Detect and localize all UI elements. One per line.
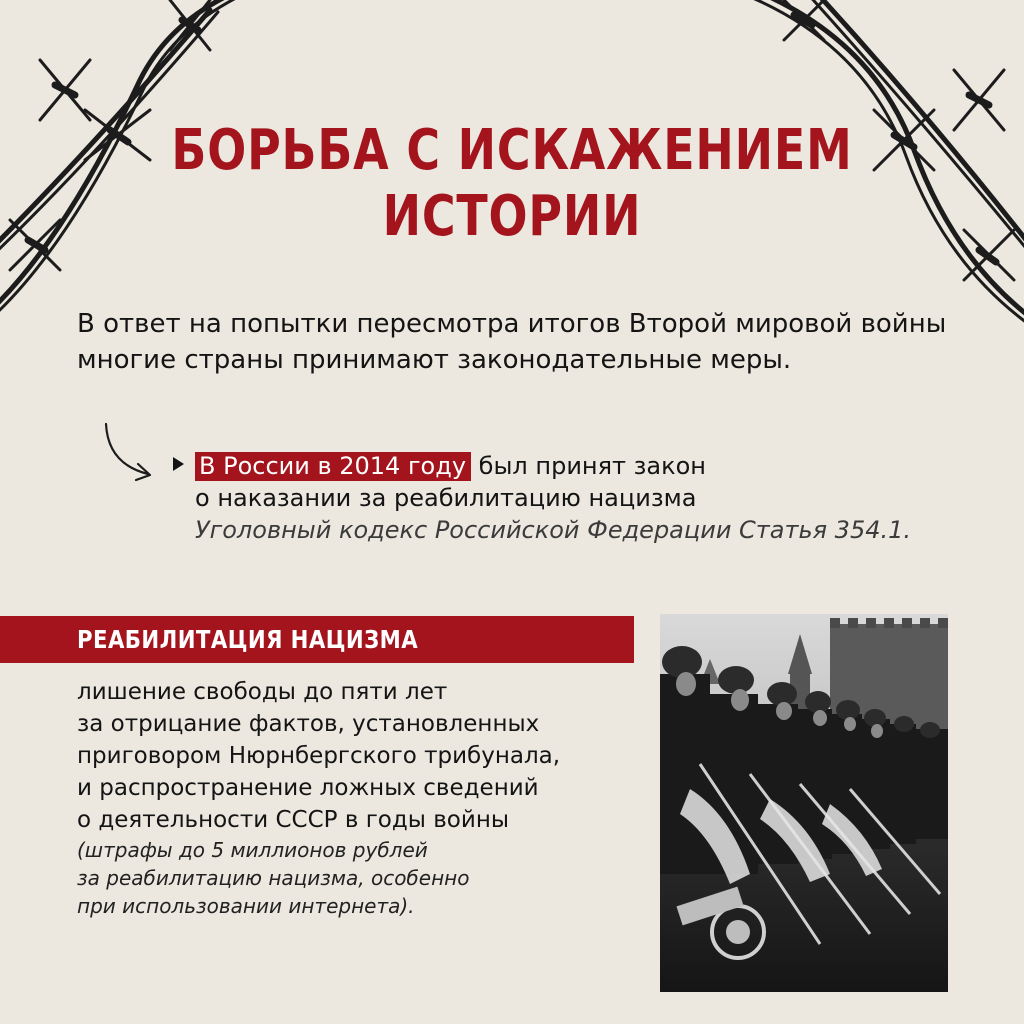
bullet-line-1 xyxy=(195,450,975,482)
fine-note-line: (штрафы до 5 миллионов рублей xyxy=(77,838,428,862)
bullet-line-2: о наказании за реабилитацию нацизма xyxy=(195,484,697,512)
section-header-label: РЕАБИЛИТАЦИЯ НАЦИЗМА xyxy=(77,625,419,654)
intro-paragraph: В ответ на попытки пересмотра итогов Второй мировой войны многие страны принимают законодательные меры. xyxy=(77,309,947,375)
fine-note-line: за реабилитацию нацизма, особенно xyxy=(77,866,470,890)
law-bullet xyxy=(195,450,975,546)
penalty-line: приговором Нюрнбергского трибунала, xyxy=(77,743,561,769)
curved-arrow-icon xyxy=(98,420,164,486)
victory-parade-photo xyxy=(660,614,948,992)
title-line-2: ИСТОРИИ xyxy=(382,184,642,249)
page-title xyxy=(92,118,932,250)
penalty-description xyxy=(77,676,637,836)
highlight-russia-2014: В России в 2014 году xyxy=(195,452,471,481)
photo-illustration xyxy=(660,614,948,992)
bullet-rest-line-1: был принят закон xyxy=(471,452,706,480)
title-line-1: БОРЬБА С ИСКАЖЕНИЕМ xyxy=(171,118,853,183)
triangle-bullet-icon xyxy=(173,457,184,471)
penalty-line: лишение свободы до пяти лет xyxy=(77,679,448,705)
fine-note-line: при использовании интернета). xyxy=(77,894,415,918)
section-header-bar xyxy=(0,616,634,663)
criminal-code-reference: Уголовный кодекс Российской Федерации Статья 354.1. xyxy=(195,516,912,544)
penalty-line: и распространение ложных сведений xyxy=(77,775,539,801)
fine-note xyxy=(77,836,637,920)
penalty-line: за отрицание фактов, установленных xyxy=(77,711,540,737)
penalty-line: о деятельности СССР в годы войны xyxy=(77,807,510,833)
